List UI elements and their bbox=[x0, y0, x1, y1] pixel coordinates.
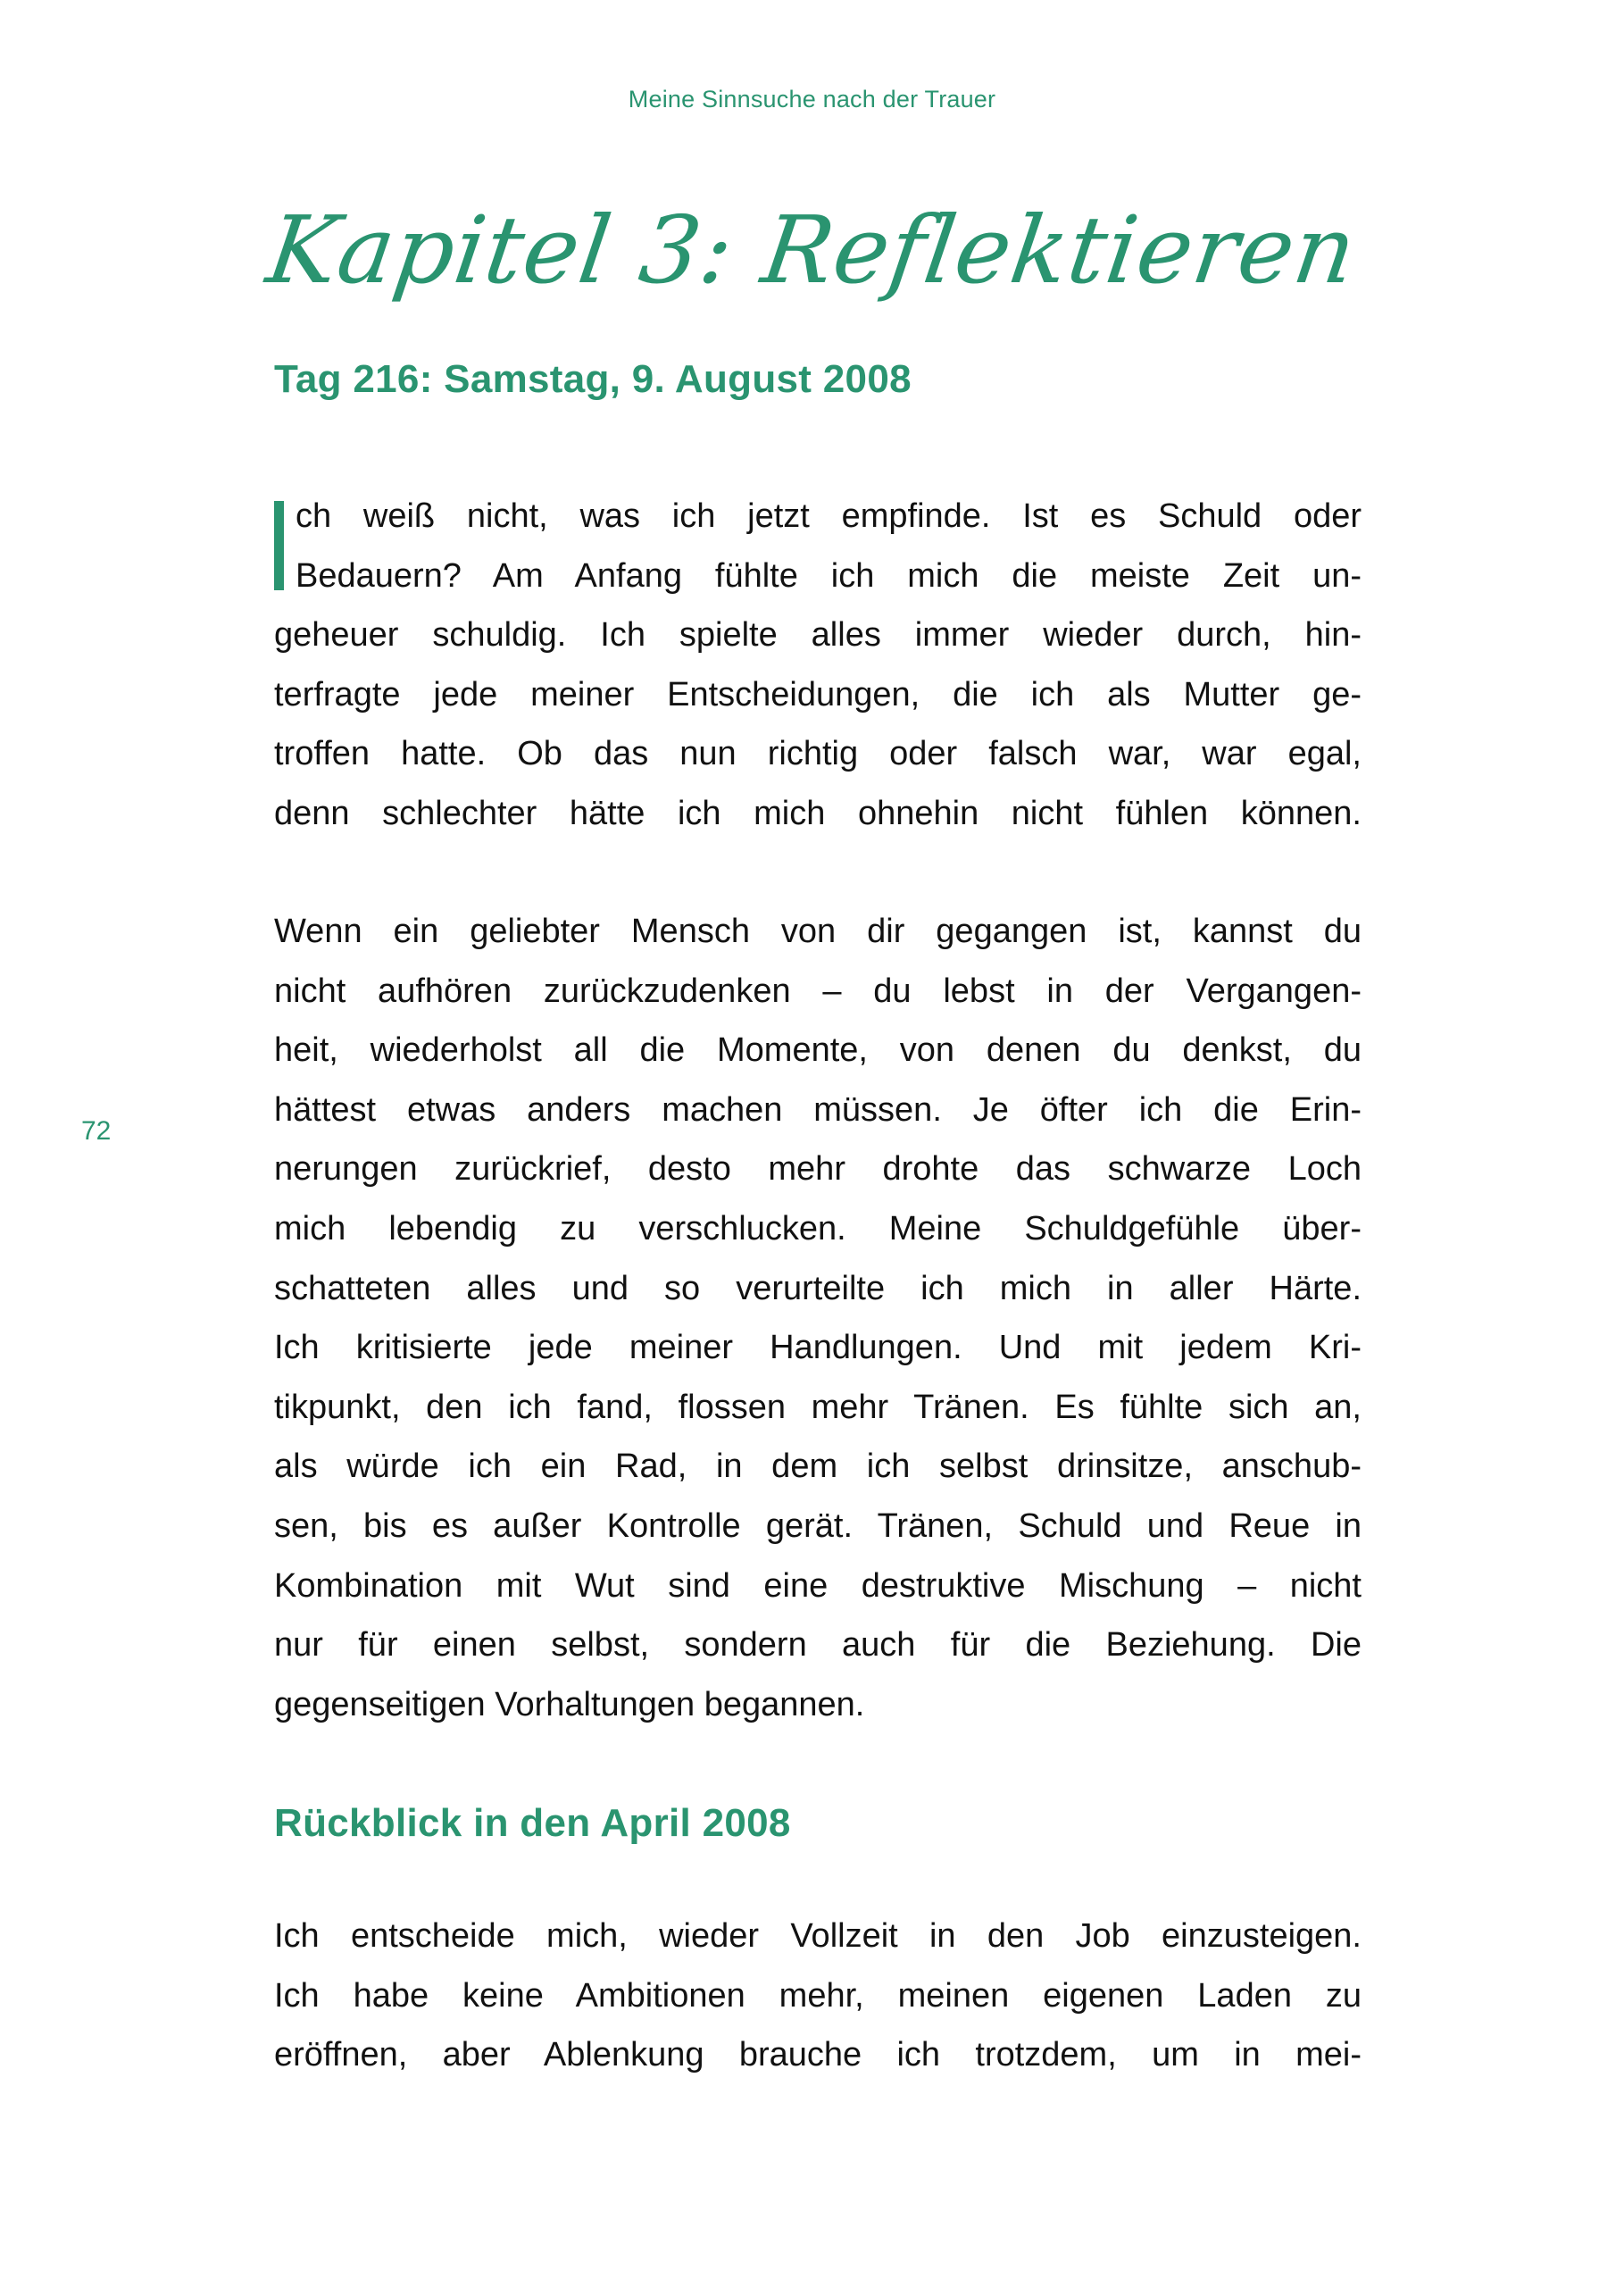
paragraph bbox=[274, 1907, 1362, 2085]
text-line: mich lebendig zu verschlucken. Meine Schuldgefühle über- bbox=[274, 1209, 1362, 1247]
text-line: heit, wiederholst all die Momente, von denen du denkst, du bbox=[274, 1031, 1362, 1070]
text-line: hättest etwas anders machen müssen. Je öfter ich die Erin- bbox=[274, 1090, 1362, 1129]
text-line: eröffnen, aber Ablenkung brauche ich trotzdem, um in mei- bbox=[274, 2036, 1362, 2074]
section-heading: Tag 216: Samstag, 9. August 2008 bbox=[274, 357, 912, 401]
text-line: Bedauern? Am Anfang fühlte ich mich die meiste Zeit un- bbox=[296, 556, 1362, 595]
text-line: Ich habe keine Ambitionen mehr, meinen eigenen Laden zu bbox=[274, 1976, 1362, 2015]
chapter-title: Kapitel 3: Reflektieren bbox=[261, 196, 1363, 305]
text-line: Ich entscheide mich, wieder Vollzeit in den Job einzusteigen. bbox=[274, 1917, 1362, 1955]
paragraph bbox=[274, 487, 1362, 844]
text-line: sen, bis es außer Kontrolle gerät. Tränen, Schuld und Reue in bbox=[274, 1506, 1362, 1545]
paragraph bbox=[274, 902, 1362, 1734]
text-line: nerungen zurückrief, desto mehr drohte das schwarze Loch bbox=[274, 1150, 1362, 1189]
text-line: gegenseitigen Vorhaltungen begannen. bbox=[274, 1685, 865, 1723]
text-line: geheuer schuldig. Ich spielte alles immer wieder durch, hin- bbox=[274, 616, 1362, 655]
text-line: Kombination mit Wut sind eine destruktive Mischung – nicht bbox=[274, 1566, 1362, 1605]
text-line: denn schlechter hätte ich mich ohnehin nicht fühlen können. bbox=[274, 794, 1362, 832]
text-line: Ich kritisierte jede meiner Handlungen. Und mit jedem Kri- bbox=[274, 1329, 1362, 1367]
text-line: ch weiß nicht, was ich jetzt empfinde. Ist es Schuld oder bbox=[296, 497, 1362, 535]
text-line: als würde ich ein Rad, in dem ich selbst drinsitze, anschub- bbox=[274, 1448, 1362, 1486]
text-line: tikpunkt, den ich fand, flossen mehr Tränen. Es fühlte sich an, bbox=[274, 1388, 1362, 1426]
text-line: nicht aufhören zurückzudenken – du lebst in der Vergangen- bbox=[274, 972, 1362, 1010]
text-line: Wenn ein geliebter Mensch von dir gegangen ist, kannst du bbox=[274, 913, 1362, 950]
text-line: terfragte jede meiner Entscheidungen, die ich als Mutter ge- bbox=[274, 675, 1362, 713]
running-header: Meine Sinnsuche nach der Trauer bbox=[628, 86, 996, 113]
section-heading: Rückblick in den April 2008 bbox=[274, 1801, 791, 1845]
text-line: nur für einen selbst, sondern auch für die Beziehung. Die bbox=[274, 1626, 1362, 1665]
text-line: schatteten alles und so verurteilte ich mich in aller Härte. bbox=[274, 1269, 1362, 1307]
page-number: 72 bbox=[81, 1116, 112, 1146]
text-line: troffen hatte. Ob das nun richtig oder falsch war, war egal, bbox=[274, 735, 1362, 773]
